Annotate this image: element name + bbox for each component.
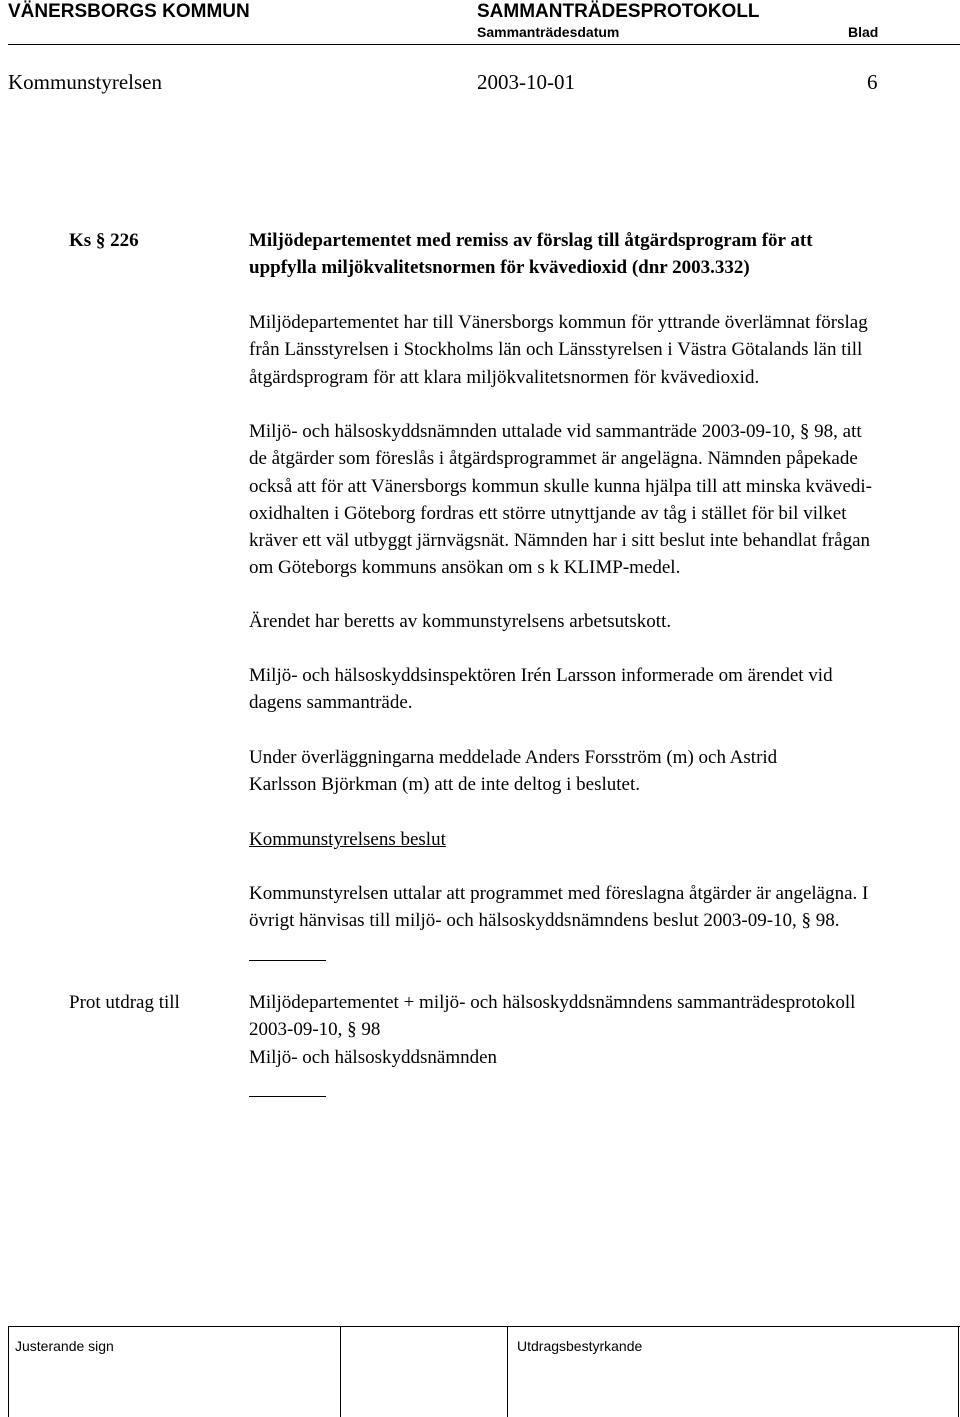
extract-certifying-label: Utdragsbestyrkande <box>517 1338 643 1354</box>
text-line: övrigt hänvisas till miljö- och hälsoskyddsnämndens beslut 2003-09-10, § 98. <box>249 910 840 932</box>
protocol-title: SAMMANTRÄDESPROTOKOLL <box>477 1 760 22</box>
page-label: Blad <box>848 24 879 40</box>
text-line: om Göteborgs kommuns ansökan om s k KLIMP-medel. <box>249 557 681 579</box>
separator-line <box>249 1096 326 1097</box>
footer-border <box>958 1326 959 1417</box>
meeting-date: 2003-10-01 <box>477 70 575 94</box>
item-number: Ks § 226 <box>69 230 139 251</box>
distribution-item: Miljödepartementet + miljö- och hälsoskyddsnämndens sammanträdesprotokoll <box>249 992 856 1013</box>
distribution-item: Miljö- och hälsoskyddsnämnden <box>249 1046 498 1068</box>
text-line: kräver ett väl utbyggt järnvägsnät. Nämnden har i sitt beslut inte behandlat frågan <box>249 530 870 552</box>
paragraph-decision <box>249 880 939 935</box>
text-line: dagens sammanträde. <box>249 692 413 714</box>
footer-divider <box>8 1326 960 1327</box>
text-line: Miljödepartementet har till Vänersborgs kommun för yttrande överlämnat förslag <box>249 312 868 333</box>
separator-line <box>249 960 326 961</box>
text-line: från Länsstyrelsen i Stockholms län och Länsstyrelsen i Västra Götalands län till <box>249 339 863 361</box>
footer-border <box>507 1326 508 1417</box>
text-line: Karlsson Björkman (m) att de inte deltog i beslutet. <box>249 774 641 796</box>
text-line: Kommunstyrelsen uttalar att programmet med föreslagna åtgärder är angelägna. I <box>249 883 869 904</box>
body-name: Kommunstyrelsen <box>8 70 162 94</box>
footer-border <box>340 1326 341 1417</box>
decision-heading: Kommunstyrelsens beslut <box>249 829 446 850</box>
adjusting-sign-label: Justerande sign <box>15 1338 114 1354</box>
text-line: Miljö- och hälsoskyddsinspektören Irén Larsson informerade om ärendet vid <box>249 665 833 686</box>
meeting-date-label: Sammanträdesdatum <box>477 24 620 40</box>
paragraph-inspector <box>249 662 939 717</box>
item-title-line: uppfylla miljökvalitetsnormen för kvävedioxid (dnr 2003.332) <box>249 257 750 279</box>
text-line: oxidhalten i Göteborg fordras ett större utnyttjande av tåg i stället för bil vilket <box>249 502 847 524</box>
footer-border <box>8 1326 9 1417</box>
item-title <box>249 227 939 282</box>
text-line: de åtgärder som föreslås i åtgärdsprogrammet är angelägna. Nämnden påpekade <box>249 448 858 470</box>
page-number: 6 <box>867 70 878 94</box>
text-line: också att för att Vänersborgs kommun skulle kunna hjälpa till att minska kvävedi- <box>249 475 873 497</box>
text-line: åtgärdsprogram för att klara miljökvalitetsnormen för kvävedioxid. <box>249 366 760 388</box>
distribution-label: Prot utdrag till <box>69 992 180 1013</box>
paragraph-deliberation <box>249 744 939 799</box>
paragraph-preparation <box>249 608 939 635</box>
text-line: Under överläggningarna meddelade Anders Forsström (m) och Astrid <box>249 747 778 768</box>
text-line: Miljö- och hälsoskyddsnämnden uttalade vid sammanträde 2003-09-10, § 98, att <box>249 421 862 442</box>
header-divider <box>8 44 960 45</box>
item-title-line: Miljödepartementet med remiss av förslag till åtgärdsprogram för att <box>249 230 813 251</box>
text-line: Ärendet har beretts av kommunstyrelsens arbetsutskott. <box>249 611 672 632</box>
distribution-item: 2003-09-10, § 98 <box>249 1019 381 1041</box>
municipality-name: VÄNERSBORGS KOMMUN <box>8 1 250 22</box>
paragraph-environment-board <box>249 418 939 582</box>
paragraph-referral <box>249 309 939 391</box>
distribution-list <box>249 989 939 1071</box>
